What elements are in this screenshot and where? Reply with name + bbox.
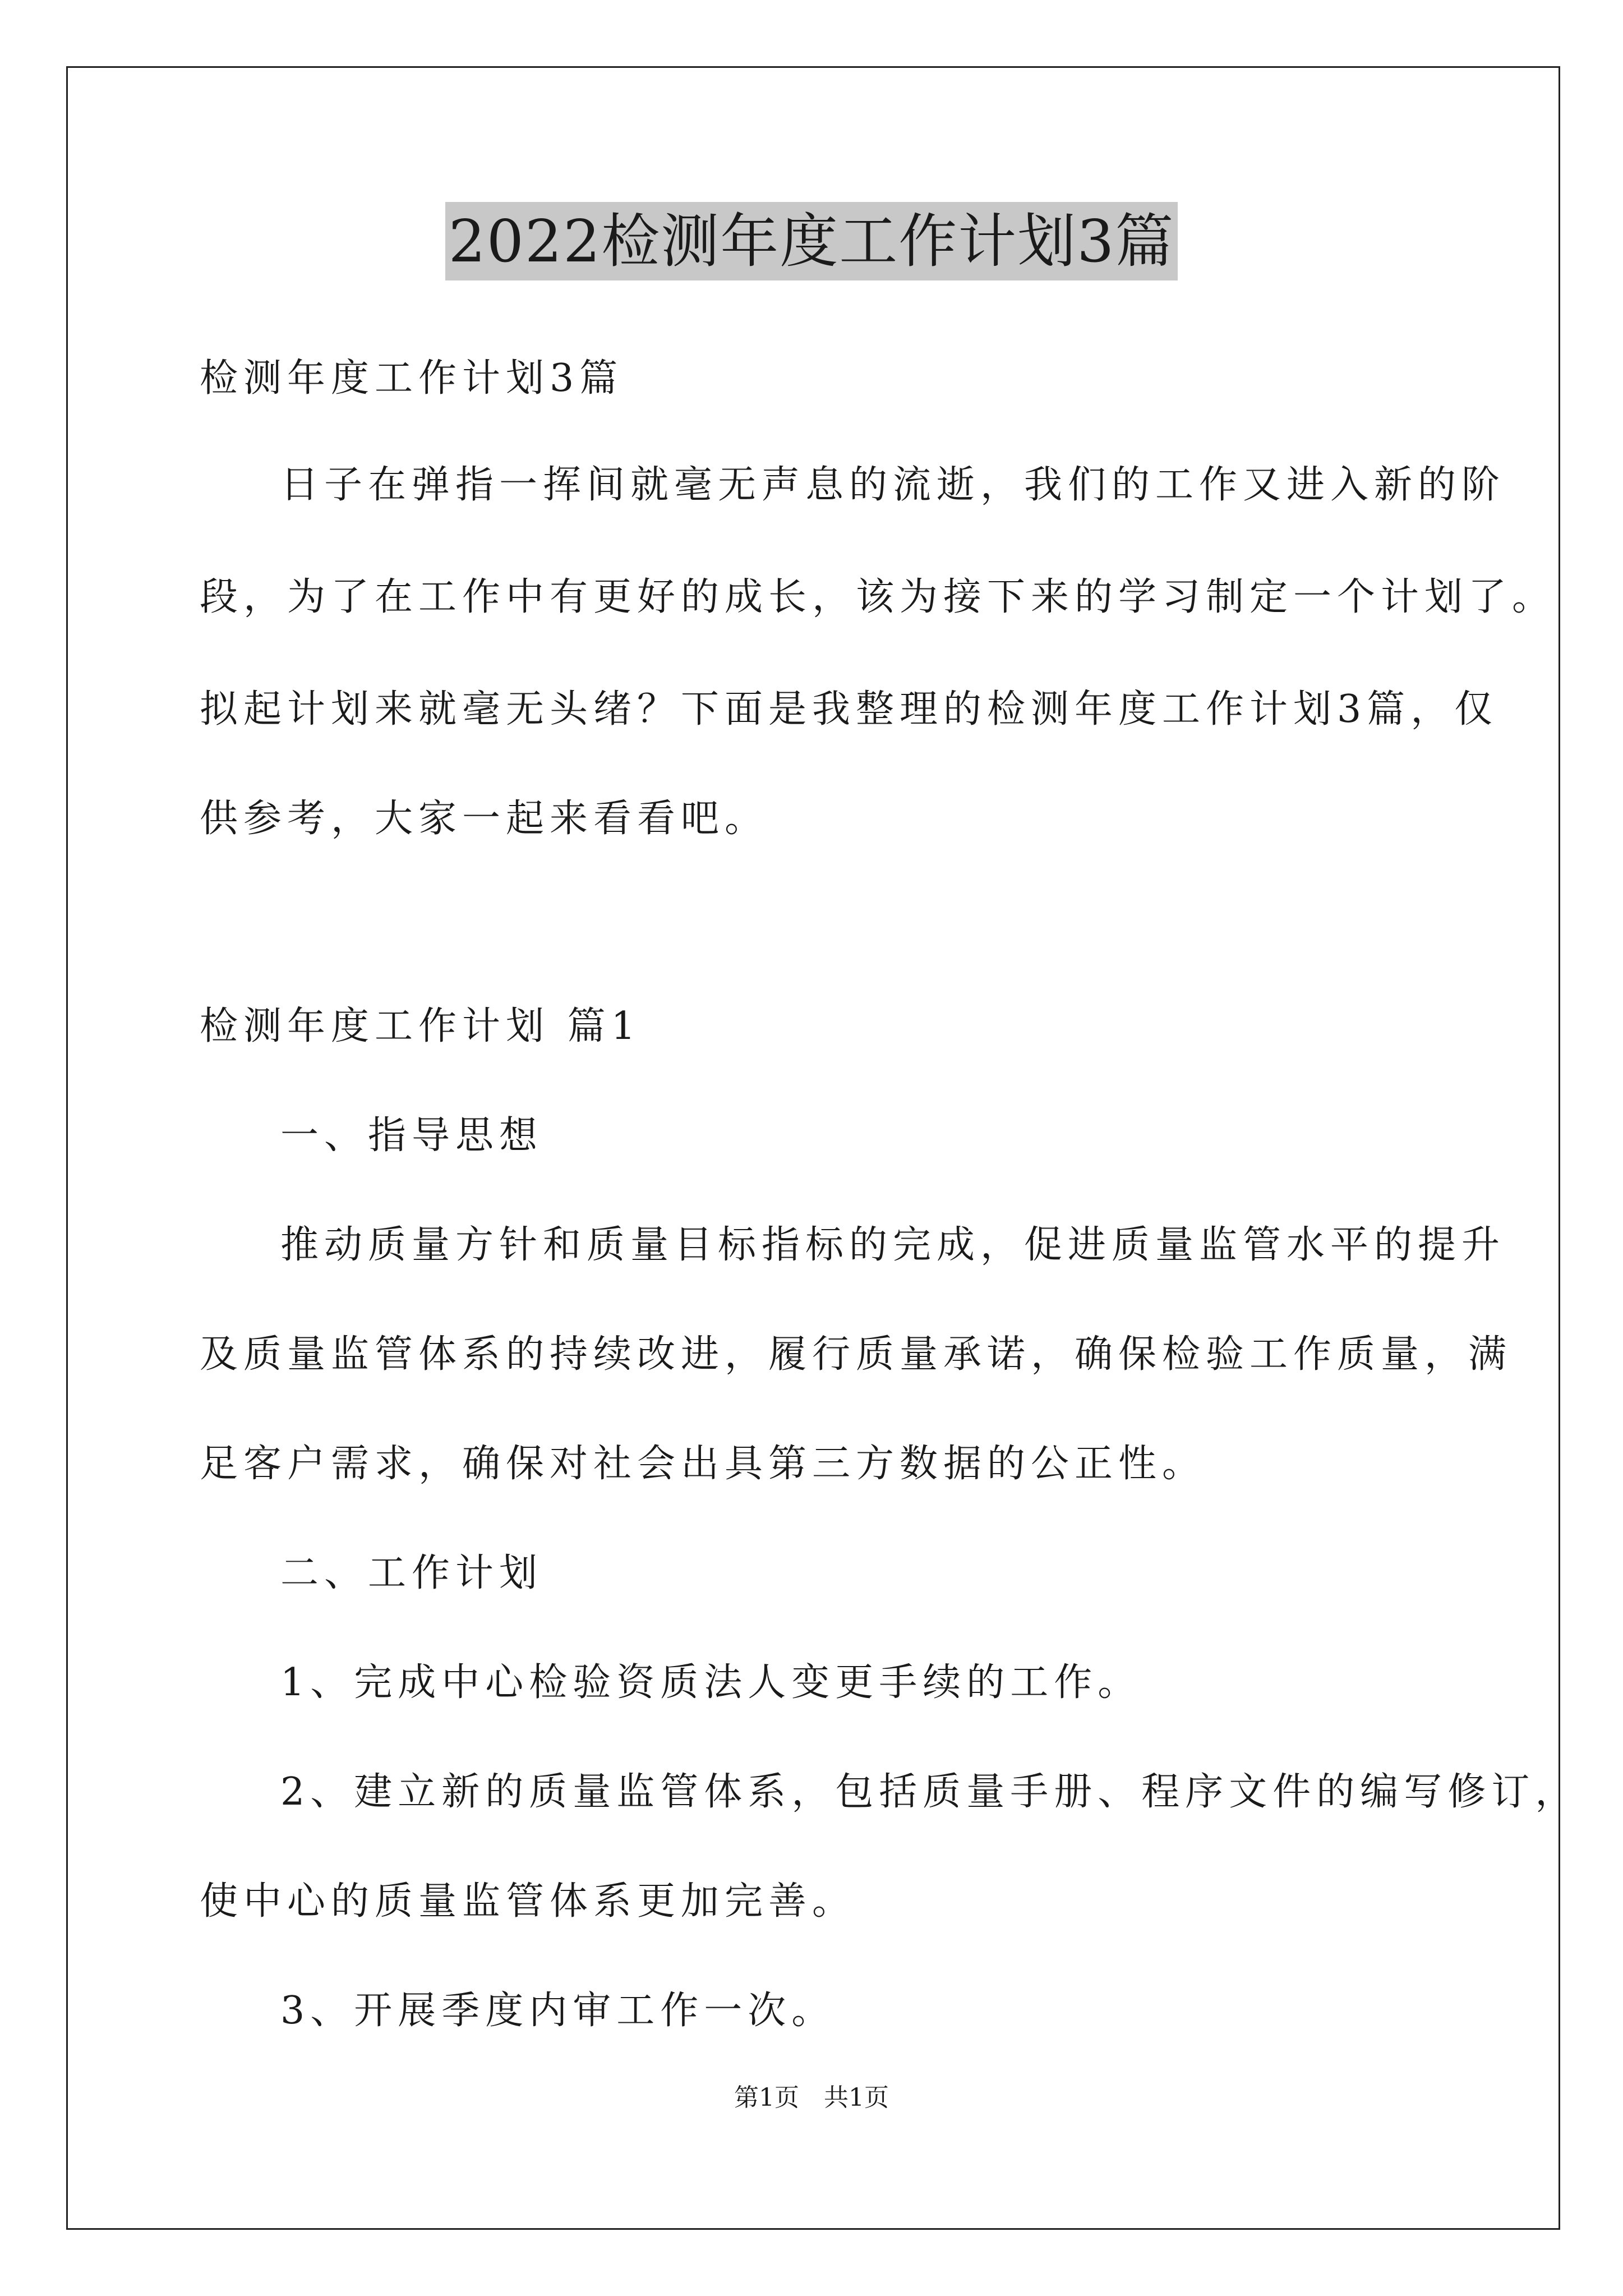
document-title: 2022检测年度工作计划3篇	[445, 202, 1178, 280]
body-line-8: 使中心的质量监管体系更加完善。	[200, 1879, 856, 1924]
body-line-1: 一、指导思想	[280, 1114, 543, 1158]
body-line-2: 推动质量方针和质量目标指标的完成，促进质量监管水平的提升	[280, 1223, 1506, 1267]
section-heading: 检测年度工作计划 篇1	[200, 1004, 641, 1048]
body-line-7: 2、建立新的质量监管体系，包括质量手册、程序文件的编写修订，	[280, 1770, 1579, 1814]
intro-line-2: 段，为了在工作中有更好的成长，该为接下来的学习制定一个计划了。	[200, 575, 1556, 619]
page-footer: 第1页 共1页	[734, 2083, 889, 2112]
body-line-4: 足客户需求，确保对社会出具第三方数据的公正性。	[200, 1442, 1206, 1486]
body-line-3: 及质量监管体系的持续改进，履行质量承诺，确保检验工作质量，满	[200, 1332, 1513, 1377]
document-subtitle: 检测年度工作计划3篇	[200, 356, 624, 401]
title-container	[0, 202, 1623, 280]
body-line-9: 3、开展季度内审工作一次。	[280, 1989, 836, 2033]
body-line-6: 1、完成中心检验资质法人变更手续的工作。	[280, 1660, 1142, 1705]
body-line-5: 二、工作计划	[280, 1551, 543, 1595]
intro-line-1: 日子在弹指一挥间就毫无声息的流逝，我们的工作又进入新的阶	[280, 463, 1506, 507]
intro-line-3: 拟起计划来就毫无头绪？下面是我整理的检测年度工作计划3篇，仅	[200, 687, 1498, 731]
intro-line-4: 供参考，大家一起来看看吧。	[200, 797, 769, 841]
